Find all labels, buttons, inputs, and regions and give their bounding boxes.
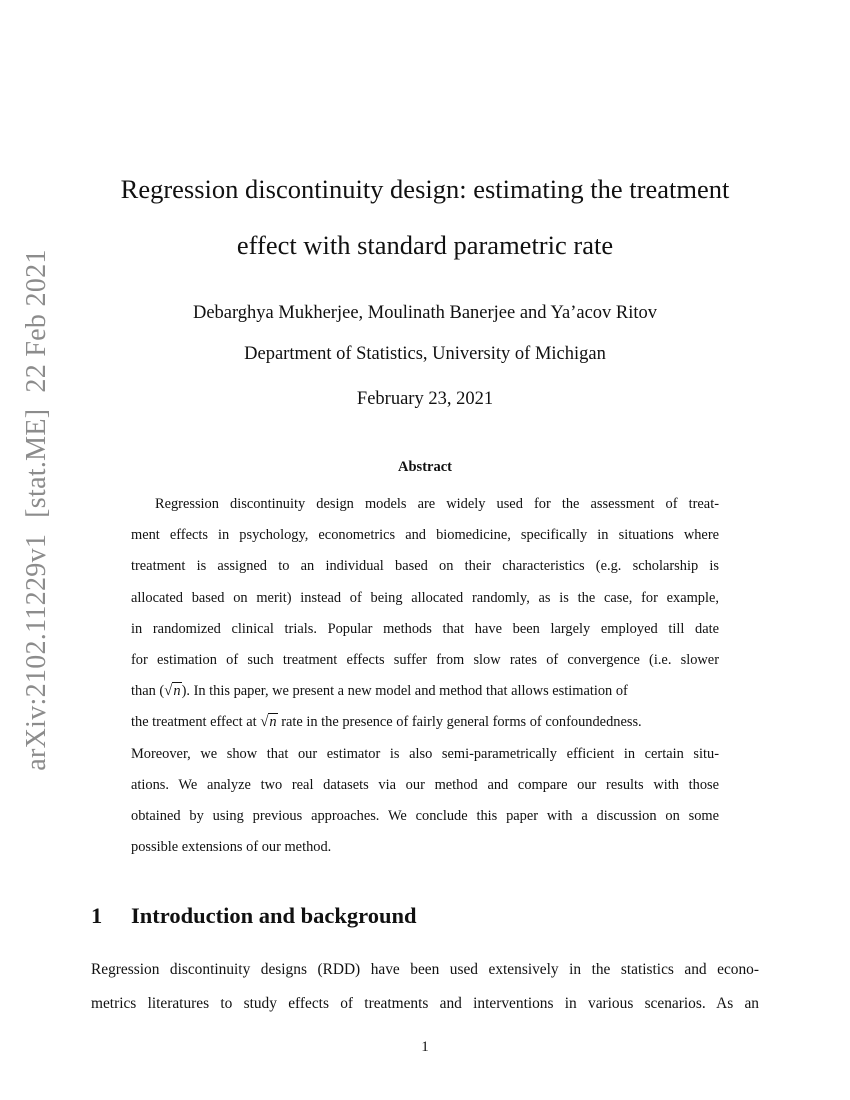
sqrt-n-math-2 [260,715,277,730]
abstract-line-3: treatment is assigned to an individual based on their characteristics (e.g. scholarship is [131,558,719,574]
arxiv-category: [stat.ME] [21,408,52,518]
arxiv-identifier-stamp [21,249,53,770]
sqrt-n-math [164,684,181,699]
math-variable-n-2: n [269,714,277,730]
abstract-line-12: possible extensions of our method. [131,839,332,855]
abstract-line-7 [131,684,719,699]
abstract-line-4: allocated based on merit) instead of being allocated randomly, as is the case, for example, [131,590,719,606]
abstract-line-9: Moreover, we show that our estimator is also semi-parametrically efficient in certain situ- [131,746,719,762]
math-variable-n: n [173,683,181,699]
paper-authors: Debarghya Mukherjee, Moulinath Banerjee and Ya’acov Ritov [192,303,658,323]
abstract-heading: Abstract [398,459,452,475]
paper-title-line-2: effect with standard parametric rate [236,230,614,260]
abstract-line-1: Regression discontinuity design models are widely used for the assessment of treat- [155,496,719,512]
arxiv-id: arXiv:2102.11229v1 [21,533,52,771]
section-title: Introduction and background [131,903,417,928]
abstract-line-7-start: than ( [131,683,165,699]
abstract-line-8-start: the treatment effect at [131,714,261,730]
section-heading [91,905,417,928]
body-line-2: metrics literatures to study effects of treatments and interventions in various scenarios. As an [91,995,759,1012]
abstract-line-8-end: rate in the presence of fairly general forms of confoundedness. [277,714,642,730]
body-line-1: Regression discontinuity designs (RDD) have been used extensively in the statistics and econo- [91,961,759,978]
radical-symbol-2: √ [260,714,269,730]
radical-symbol: √ [164,683,173,699]
page-number: 1 [421,1039,429,1055]
abstract-line-10: ations. We analyze two real datasets via our method and compare our results with those [131,777,719,793]
paper-date: February 23, 2021 [356,389,494,409]
abstract-line-6: for estimation of such treatment effects suffer from slow rates of convergence (i.e. slower [131,652,719,668]
abstract-line-11: obtained by using previous approaches. We conclude this paper with a discussion on some [131,808,719,824]
section-number: 1 [91,903,103,928]
abstract-line-5: in randomized clinical trials. Popular methods that have been largely employed till date [131,621,719,637]
abstract-line-8 [131,715,719,730]
paper-affiliation: Department of Statistics, University of Michigan [244,344,606,364]
abstract-line-7-end: ). In this paper, we present a new model and method that allows estimation of [181,683,628,699]
paper-title-line-1: Regression discontinuity design: estimating the treatment [120,174,730,204]
abstract-line-2: ment effects in psychology, econometrics and biomedicine, specifically in situations where [131,527,719,543]
arxiv-date: 22 Feb 2021 [21,249,52,393]
